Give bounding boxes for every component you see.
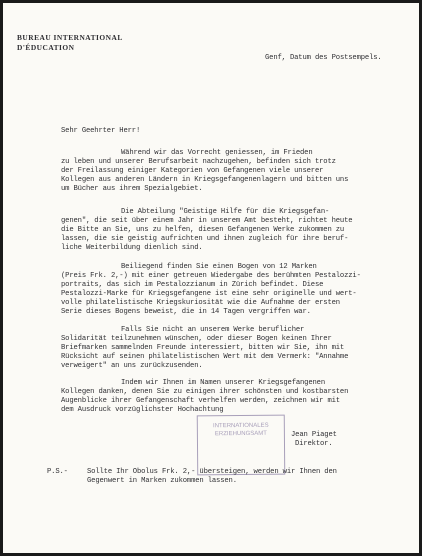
stamp-line-2: ERZIEHUNGSAMT [214, 430, 267, 438]
postscript-line-2: Gegenwert in Marken zukommen lassen. [87, 477, 237, 485]
paragraph-2-line-2: genen", die seit über einem Jahr in unserem Amt besteht, richtet heute [61, 217, 353, 225]
paragraph-3-line-5: volle philatelistische Kriegskuriosität wie die Aufnahme der ersten [61, 299, 340, 307]
place-date: Genf, Datum des Postsempels. [265, 54, 382, 62]
postscript-label: P.S.- [47, 468, 68, 476]
paragraph-2-line-1: Die Abteilung "Geistige Hilfe für die Kriegsgefan- [121, 208, 330, 216]
org-name-line1: BUREAU INTERNATIONAL [17, 33, 123, 42]
letter-page [3, 3, 419, 553]
paragraph-3-line-2: (Preis Frk. 2,-) mit einer getreuen Wiedergabe des berühmten Pestalozzi- [61, 272, 361, 280]
salutation: Sehr Geehrter Herr! [61, 127, 141, 135]
paragraph-1-line-1: Während wir das Vorrecht geniessen, im Frieden [121, 149, 313, 157]
paragraph-4-line-5: verweigert" an uns zurückzusenden. [61, 362, 203, 370]
paragraph-3-line-6: Serie dieses Bogens beweist, die in 14 Tagen vergriffen war. [61, 308, 311, 316]
paragraph-5-line-4: dem Ausdruck vorzüglichster Hochachtung [61, 406, 224, 414]
paragraph-4-line-1: Falls Sie nicht an unserem Werke beruflicher [121, 326, 305, 334]
paragraph-4-line-4: Rücksicht auf seinen philatelistischen Wert mit dem Vermerk: "Annahme [61, 353, 349, 361]
signature-title: Direktor. [295, 440, 333, 448]
paragraph-3-line-4: Pestalozzi-Marke für Kriegsgefangene ist eine sehr originelle und wert- [61, 290, 357, 298]
postscript-line-1: Sollte Ihr Obolus Frk. 2,- übersteigen, werden wir Ihnen den [87, 468, 337, 476]
paragraph-2-line-5: liche Weiterbildung dienlich sind. [61, 244, 203, 252]
paragraph-5-line-1: Indem wir Ihnen im Namen unserer Kriegsgefangenen [121, 379, 325, 387]
paragraph-2-line-4: lassen, die sie geistig aufrichten und ihnen zugleich für ihre beruf- [61, 235, 349, 243]
paragraph-5-line-3: Augenblicke ihrer Gefangenschaft verhelfen werden, zeichnen wir mit [61, 397, 340, 405]
signature-name: Jean Piaget [291, 431, 337, 439]
paragraph-1-line-4: Kollegen aus anderen Ländern in Kriegsgefangenenlagern und bitten uns [61, 176, 349, 184]
paragraph-1-line-2: zu leben und unserer Berufsarbeit nachzugehen, befinden sich trotz [61, 158, 336, 166]
paragraph-5-line-2: Kollegen danken, denen Sie zu einigen ihrer schönsten und kostbarsten [61, 388, 349, 396]
institution-stamp [197, 415, 286, 476]
paragraph-2-line-3: die Bitte an Sie, uns zu helfen, diesen Gefangenen Werke zukommen zu [61, 226, 345, 234]
paragraph-3-line-3: portraits, das sich im Pestalozzianum in Zürich befindet. Diese [61, 281, 324, 289]
paragraph-1-line-3: der Freilassung einiger Kategorien von Gefangenen viele unserer [61, 167, 324, 175]
paragraph-3-line-1: Beiliegend finden Sie einen Bogen von 12 Marken [121, 263, 317, 271]
stamp-line-1: INTERNATIONALES [213, 422, 269, 430]
letter-frame [3, 3, 419, 553]
org-name-line2: D'ÉDUCATION [17, 43, 75, 52]
paragraph-4-line-2: Solidarität teilzunehmen wünschen, oder dieser Bogen keinen Ihrer [61, 335, 332, 343]
paragraph-4-line-3: Briefmarken sammelnden Freunde interessiert, bitten wir Sie, ihn mit [61, 344, 345, 352]
paragraph-1-line-5: um Bücher aus ihrem Spezialgebiet. [61, 185, 203, 193]
